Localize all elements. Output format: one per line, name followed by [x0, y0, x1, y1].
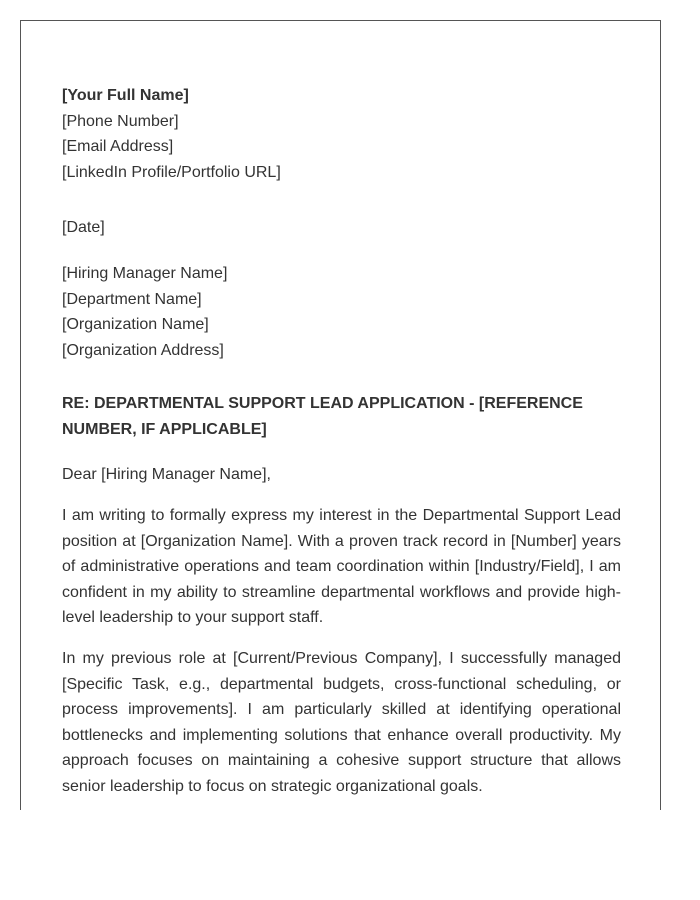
- recipient-organization: [Organization Name]: [62, 316, 209, 334]
- body-paragraph-2: In my previous role at [Current/Previous Company], I successfully managed [Specific Task, e.g., departmental budgets, cross-functional scheduling, or process improvements]. I am particularly skilled at identifying operational bottlenecks and implementing solutions that enhance overall productivity. My approach focuses on maintaining a cohesive support structure that allows senior leadership to focus on strategic organizational goals.: [62, 649, 621, 795]
- sender-block: [62, 83, 621, 185]
- salutation: Dear [Hiring Manager Name],: [62, 466, 271, 484]
- recipient-hiring-manager: [Hiring Manager Name]: [62, 264, 228, 282]
- letter-date: [Date]: [62, 219, 105, 237]
- body-paragraph-1: I am writing to formally express my interest in the Departmental Support Lead position at [Organization Name]. With a proven track record in [Number] years of administrative operations and team coordination within [Industry/Field], I am confident in my ability to streamline departmental workflows and provide high-level leadership to your support staff.: [62, 506, 621, 627]
- sender-phone: [Phone Number]: [62, 112, 179, 130]
- document-page: [20, 20, 661, 810]
- sender-linkedin: [LinkedIn Profile/Portfolio URL]: [62, 163, 281, 181]
- recipient-address: [Organization Address]: [62, 341, 224, 359]
- sender-name: [Your Full Name]: [62, 87, 189, 104]
- recipient-block: [62, 261, 621, 363]
- date-block: [62, 215, 621, 241]
- sender-email: [Email Address]: [62, 138, 174, 156]
- recipient-department: [Department Name]: [62, 290, 202, 308]
- subject-line: RE: DEPARTMENTAL SUPPORT LEAD APPLICATION - [REFERENCE NUMBER, IF APPLICABLE]: [62, 395, 583, 439]
- letter-content: [62, 83, 621, 799]
